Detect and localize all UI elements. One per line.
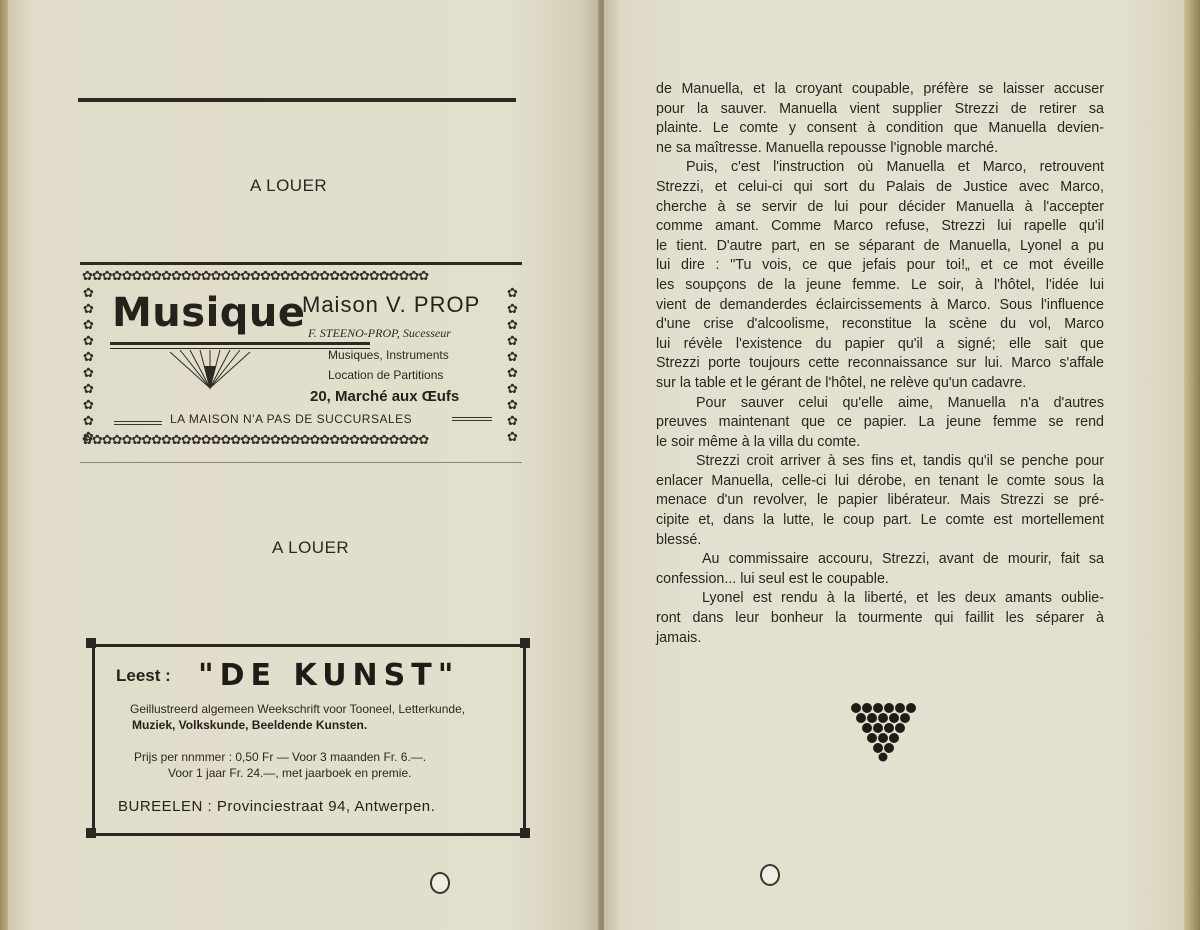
text-line: vient de demanderdes éclaircissements à Marco. Sous l'influence	[656, 296, 1104, 313]
grape-cluster-ornament	[850, 702, 920, 762]
text-line: plainte. Le comte y consent à condition que Manuella devien-	[656, 120, 1104, 137]
frame-corner	[86, 828, 96, 838]
text-line: comme amant. Comme Marco refuse, Strezzi lui rapelle qu'il	[656, 218, 1104, 235]
dash-right-2	[452, 420, 492, 421]
flower-border-top: ✿✿✿✿✿✿✿✿✿✿✿✿✿✿✿✿✿✿✿✿✿✿✿✿✿✿✿✿✿✿✿✿✿✿✿	[82, 269, 429, 284]
text-line: jamais.	[656, 629, 702, 646]
dash-left	[114, 421, 162, 422]
text-line: le tient. D'autre part, en se séparant de Manuella, Lyonel a pu	[656, 237, 1104, 254]
dash-left-2	[114, 424, 162, 425]
text-line: sur la table et le gérant de l'hôtel, ne relève qu'un cadavre.	[656, 374, 1027, 391]
paragraph	[656, 158, 1104, 393]
booklet-edge-right	[1184, 0, 1200, 930]
story-text	[656, 80, 1104, 648]
address-line: 20, Marché aux Œufs	[310, 388, 460, 405]
text-line: Pour sauver celui qu'elle aime, Manuella n'a d'autres	[696, 394, 1104, 411]
text-line: lui dire : "Tu vois, ce que jefais pour toi!„ et ce mot éveille	[656, 257, 1104, 274]
sunburst-ornament	[160, 348, 260, 394]
staple-hole-left	[430, 872, 450, 894]
flower-border-bottom: ✿✿✿✿✿✿✿✿✿✿✿✿✿✿✿✿✿✿✿✿✿✿✿✿✿✿✿✿✿✿✿✿✿✿✿	[82, 433, 429, 448]
paragraph	[656, 589, 1104, 648]
leest-label: Leest :	[116, 666, 171, 685]
flower-border-left: ✿✿✿✿✿✿✿✿✿✿	[81, 286, 96, 446]
text-line: ne sa maîtresse. Manuella repousse l'ignoble marché.	[656, 139, 999, 156]
text-line: Puis, c'est l'instruction où Manuella et Marco, retrouvent	[686, 159, 1104, 176]
text-line: Strezzi porte toujours cette reconnaissance sur lui. Marco s'affale	[656, 355, 1104, 372]
flower-border-right: ✿✿✿✿✿✿✿✿✿✿	[505, 286, 520, 446]
musiques-line: Musiques, Instruments	[328, 348, 449, 362]
text-line: d'une crise d'alcoolisme, reconstitue la scène du vol, Marco	[656, 316, 1104, 333]
price-line-1: Prijs per nnmmer : 0,50 Fr — Voor 3 maanden Fr. 6.—.	[134, 750, 427, 764]
weekly-topics: Muziek, Volkskunde, Beeldende Kunsten.	[132, 718, 368, 732]
location-line: Location de Partitions	[328, 368, 444, 382]
a-louer-text-2: A LOUER	[272, 538, 350, 557]
frame-corner	[86, 638, 96, 648]
text-line: de Manuella, et la croyant coupable, préfère se laisser accuser	[656, 81, 1104, 97]
text-line: cherche à se servir de lui pour décider Manuella à l'accepter	[656, 198, 1104, 215]
text-line: Lyonel est rendu à la liberté, et les deux amants oublie-	[702, 590, 1104, 607]
paragraph	[656, 550, 1104, 589]
text-line: le soir même à la villa du comte.	[656, 433, 861, 450]
text-line: menace d'un revolver, le papier libérateur. Mais Strezzi se pré-	[656, 492, 1104, 509]
frame-corner	[520, 828, 530, 838]
de-kunst-title: "DE KUNST"	[198, 658, 460, 693]
a-louer-text-1: A LOUER	[250, 176, 328, 195]
text-line: preuves maintenant que ce papier. La jeune femme se rend	[656, 414, 1104, 431]
text-line: enlacer Manuella, celle-ci lui dérobe, en tenant le comte sous la	[656, 472, 1104, 489]
text-line: lui révèle l'existence du papier qu'il a signé; elle sait que	[656, 335, 1104, 352]
staple-hole-right	[760, 864, 780, 886]
paragraph	[656, 394, 1104, 453]
text-line: confession... lui seul est le coupable.	[656, 570, 889, 587]
dash-right	[452, 417, 492, 418]
offices-address: BUREELEN : Provinciestraat 94, Antwerpen.	[118, 798, 436, 815]
de-kunst-advertisement	[86, 638, 530, 838]
text-line: pour la sauver. Manuella vient supplier Strezzi de retirer sa	[656, 100, 1104, 117]
text-line: Strezzi, et celui-ci qui sort du Palais de Justice avec Marco,	[656, 178, 1104, 195]
ad-bottom-line	[80, 462, 522, 463]
text-line: blessé.	[656, 531, 702, 548]
musique-advertisement	[80, 262, 522, 460]
maison-name: Maison V. PROP	[302, 292, 481, 317]
text-line: cipite et, dans la lutte, le coup part. Le comte est mortellement	[656, 512, 1104, 529]
weekly-description: Geillustreerd algemeen Weekschrift voor Tooneel, Letterkunde,	[130, 702, 466, 716]
paragraph	[656, 452, 1104, 550]
successor-line: F. STEENO-PROP, Sucesseur	[308, 326, 451, 340]
text-line: les soupçons de la jeune femme. Le soir, à l'hôtel, l'idée lui	[656, 276, 1104, 293]
paragraph	[656, 80, 1104, 158]
no-branches-note: LA MAISON N'A PAS DE SUCCURSALES	[170, 412, 413, 426]
text-line: ront dans leur bonheur la tourmente qui faillit les séparer à	[656, 610, 1104, 627]
musique-title: Musique	[112, 290, 306, 336]
text-line: Strezzi croit arriver à ses fins et, tandis qu'il se penche pour	[696, 453, 1104, 470]
text-line: Au commissaire accouru, Strezzi, avant de mourir, fait sa	[702, 551, 1104, 568]
price-line-2: Voor 1 jaar Fr. 24.—, met jaarboek en premie.	[168, 766, 412, 780]
top-rule	[78, 98, 516, 102]
title-underline	[110, 342, 370, 345]
frame-corner	[520, 638, 530, 648]
ad-top-border	[80, 262, 522, 265]
